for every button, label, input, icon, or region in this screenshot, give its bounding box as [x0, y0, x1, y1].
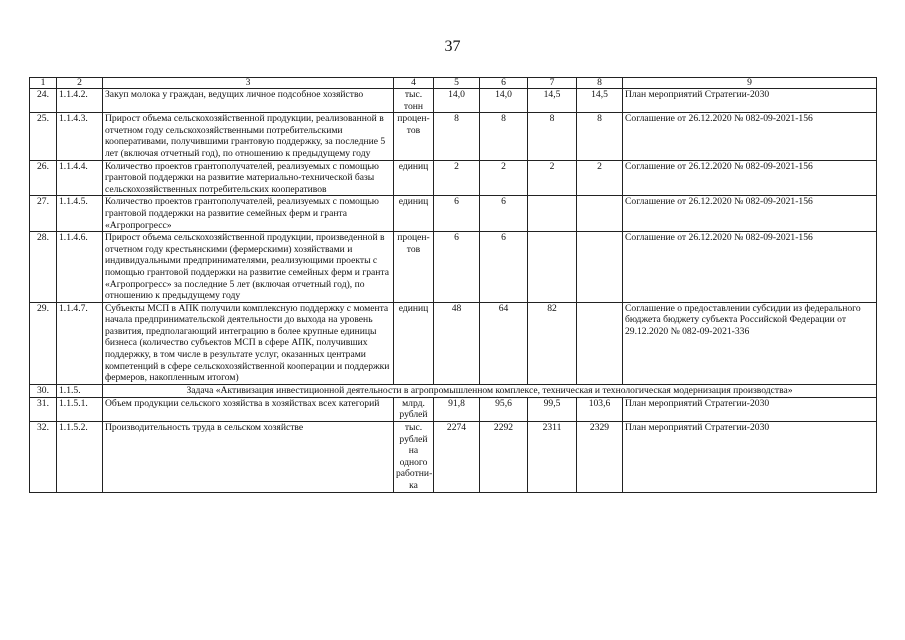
source: План мероприятий Стратегии-2030 — [623, 422, 877, 493]
value-col7: 99,5 — [528, 397, 577, 421]
row-number: 28. — [30, 232, 57, 303]
unit: тыс. рублей на одного работни-ка — [394, 422, 434, 493]
value-col6: 95,6 — [480, 397, 528, 421]
value-col7: 14,5 — [528, 89, 577, 113]
unit: млрд. рублей — [394, 397, 434, 421]
table-row — [30, 232, 877, 303]
unit: тыс. тонн — [394, 89, 434, 113]
value-col8 — [577, 232, 623, 303]
source: Соглашение от 26.12.2020 № 082-09-2021-156 — [623, 196, 877, 232]
header-row — [30, 78, 877, 89]
value-col7 — [528, 196, 577, 232]
header-cell: 2 — [57, 78, 103, 89]
value-col8 — [577, 196, 623, 232]
header-cell: 7 — [528, 78, 577, 89]
row-number: 27. — [30, 196, 57, 232]
value-col8: 8 — [577, 113, 623, 160]
source: Соглашение от 26.12.2020 № 082-09-2021-156 — [623, 160, 877, 196]
source: Соглашение от 26.12.2020 № 082-09-2021-156 — [623, 232, 877, 303]
value-col5: 91,8 — [434, 397, 480, 421]
indicator-name: Производительность труда в сельском хозяйстве — [103, 422, 394, 493]
value-col5: 8 — [434, 113, 480, 160]
value-col8: 103,6 — [577, 397, 623, 421]
indicator-code: 1.1.4.3. — [57, 113, 103, 160]
indicator-name: Субъекты МСП в АПК получили комплексную поддержку с момента начала предпринимательской деятельности до выхода на уровень развития, предполагающий интеграцию в более крупные единицы бизнеса (количество субъектов МСП в сфере АПК, получивших поддержку, в том числе в результате услуг, оказанных центрами компетенций в сфере сельскохозяйственной кооперации и поддержки фермеров, накопленным итогом) — [103, 302, 394, 384]
value-col7 — [528, 232, 577, 303]
row-number: 31. — [30, 397, 57, 421]
indicator-code: 1.1.4.7. — [57, 302, 103, 384]
table-row — [30, 89, 877, 113]
value-col5: 6 — [434, 196, 480, 232]
table-row — [30, 113, 877, 160]
row-number: 32. — [30, 422, 57, 493]
header-cell: 9 — [623, 78, 877, 89]
value-col6: 6 — [480, 232, 528, 303]
value-col6: 6 — [480, 196, 528, 232]
value-col5: 2274 — [434, 422, 480, 493]
value-col8: 14,5 — [577, 89, 623, 113]
unit: единиц — [394, 196, 434, 232]
value-col5: 48 — [434, 302, 480, 384]
indicator-name: Количество проектов грантополучателей, реализуемых с помощью грантовой поддержки на развитие материально-технической базы сельскохозяйственных потребительских кооперативов — [103, 160, 394, 196]
page-number: 37 — [444, 38, 461, 55]
value-col6: 2 — [480, 160, 528, 196]
row-number: 24. — [30, 89, 57, 113]
value-col6: 14,0 — [480, 89, 528, 113]
header-cell: 3 — [103, 78, 394, 89]
header-cell: 4 — [394, 78, 434, 89]
value-col7: 2 — [528, 160, 577, 196]
value-col6: 2292 — [480, 422, 528, 493]
value-col8: 2329 — [577, 422, 623, 493]
header-cell: 5 — [434, 78, 480, 89]
value-col6: 8 — [480, 113, 528, 160]
source: План мероприятий Стратегии-2030 — [623, 397, 877, 421]
table-row — [30, 160, 877, 196]
table-row — [30, 196, 877, 232]
value-col6: 64 — [480, 302, 528, 384]
indicator-code: 1.1.4.4. — [57, 160, 103, 196]
row-number: 26. — [30, 160, 57, 196]
value-col5: 2 — [434, 160, 480, 196]
indicator-name: Прирост объема сельскохозяйственной продукции, произведенной в отчетном году крестьянскими (фермерскими) хозяйствами и индивидуальными предпринимателями, реализующими проекты с помощью грантовой поддержки на развитие семейных ферм и гранта «Агропрогресс» за последние 5 лет (включая отчетный год), по отношению к предыдущему году — [103, 232, 394, 303]
value-col8: 2 — [577, 160, 623, 196]
task-row — [30, 384, 877, 397]
value-col7: 8 — [528, 113, 577, 160]
table-row — [30, 397, 877, 421]
table-row — [30, 422, 877, 493]
indicators-table — [29, 77, 877, 493]
indicator-code: 1.1.4.5. — [57, 196, 103, 232]
unit: процен-тов — [394, 113, 434, 160]
table-row — [30, 302, 877, 384]
value-col5: 14,0 — [434, 89, 480, 113]
indicator-name: Объем продукции сельского хозяйства в хозяйствах всех категорий — [103, 397, 394, 421]
indicator-code: 1.1.4.6. — [57, 232, 103, 303]
indicator-code: 1.1.5.2. — [57, 422, 103, 493]
value-col7: 82 — [528, 302, 577, 384]
unit: единиц — [394, 160, 434, 196]
header-cell: 8 — [577, 78, 623, 89]
indicator-code: 1.1.5.1. — [57, 397, 103, 421]
value-col5: 6 — [434, 232, 480, 303]
row-number: 30. — [30, 384, 57, 397]
unit: процен-тов — [394, 232, 434, 303]
indicator-name: Прирост объема сельскохозяйственной продукции, реализованной в отчетном году сельскохозяйственными потребительскими кооперативами, получившими грантовую поддержку, за последние 5 лет (включая отчетный год), по отношению к предыдущему году — [103, 113, 394, 160]
source: Соглашение от 26.12.2020 № 082-09-2021-156 — [623, 113, 877, 160]
source: Соглашение о предоставлении субсидии из федерального бюджета бюджету субъекта Российской Федерации от 29.12.2020 № 082-09-2021-336 — [623, 302, 877, 384]
value-col8 — [577, 302, 623, 384]
task-title: Задача «Активизация инвестиционной деятельности в агропромышленном комплексе, техническая и технологическая модернизация производства» — [103, 384, 877, 397]
row-number: 29. — [30, 302, 57, 384]
header-cell: 6 — [480, 78, 528, 89]
indicator-name: Закуп молока у граждан, ведущих личное подсобное хозяйство — [103, 89, 394, 113]
row-number: 25. — [30, 113, 57, 160]
indicator-name: Количество проектов грантополучателей, реализуемых с помощью грантовой поддержки на развитие семейных ферм и гранта «Агропрогресс» — [103, 196, 394, 232]
header-cell: 1 — [30, 78, 57, 89]
value-col7: 2311 — [528, 422, 577, 493]
task-code: 1.1.5. — [57, 384, 103, 397]
source: План мероприятий Стратегии-2030 — [623, 89, 877, 113]
unit: единиц — [394, 302, 434, 384]
indicator-code: 1.1.4.2. — [57, 89, 103, 113]
